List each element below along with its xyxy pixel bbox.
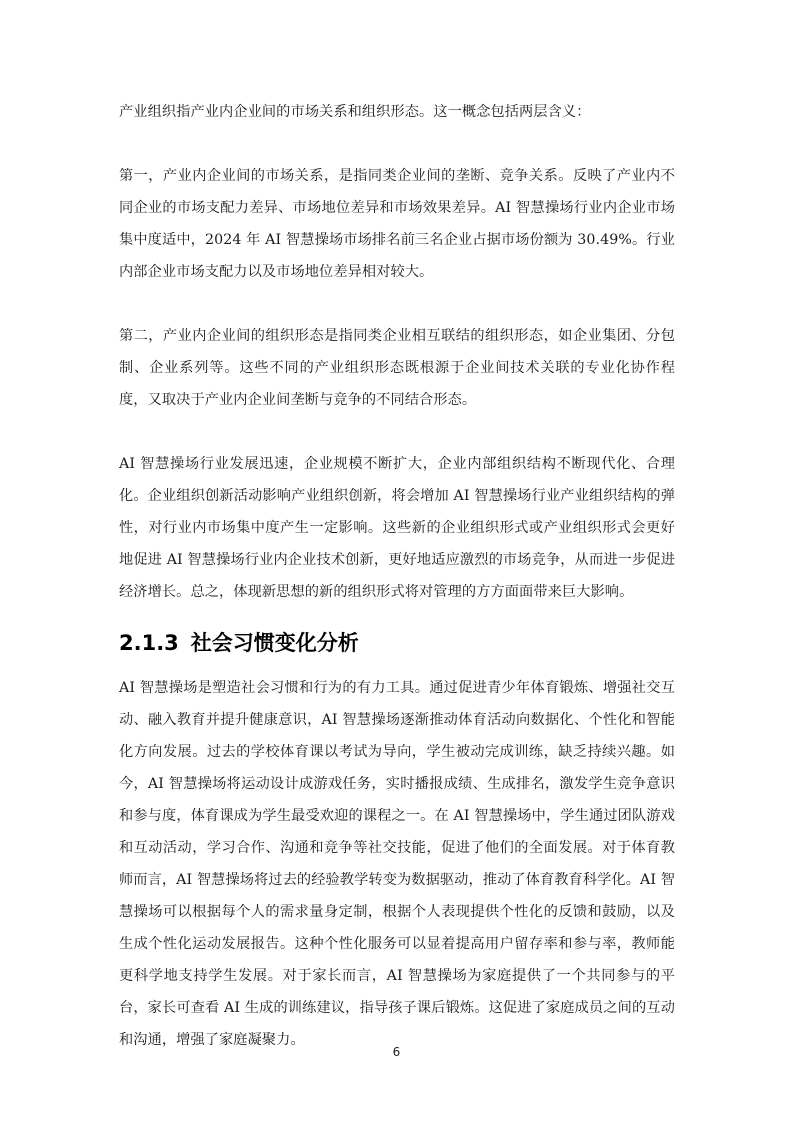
section-heading [119, 628, 675, 658]
page-number: 6 [392, 1045, 401, 1059]
document-page [119, 96, 675, 1056]
paragraph-industry-development: AI 智慧操场行业发展迅速，企业规模不断扩大，企业内部组织结构不断现代化、合理化。企业组织创新活动影响产业组织创新，将会增加 AI 智慧操场行业产业组织结构的弹性，对行业内市场集中度产生一定影响。这些新的企业组织形式或产业组织形式会更好地促进 AI 智慧操场行业内企业技术创新，更好地适应激烈的市场竞争，从而进一步促进经济增长。总之，体现新思想的新的组织形式将对管理的方方面面带来巨大影响。 [119, 456, 675, 600]
section-number: 2.1.3 [119, 631, 179, 655]
paragraph-market-relations: 第一，产业内企业间的市场关系，是指同类企业间的垄断、竞争关系。反映了产业内不同企业的市场支配力差异、市场地位差异和市场效果差异。AI 智慧操场行业内企业市场集中度适中，2024 年 AI 智慧操场市场排名前三名企业占据市场份额为 30.49%。行业内部企业市场支配力以及市场地位差异相对较大。 [119, 168, 675, 280]
intro-paragraph: 产业组织指产业内企业间的市场关系和组织形态。这一概念包括两层含义： [119, 104, 591, 120]
paragraph-organization-form: 第二，产业内企业间的组织形态是指同类企业相互联结的组织形态，如企业集团、分包制、企业系列等。这些不同的产业组织形态既根源于企业间技术关联的专业化协作程度，又取决于产业内企业间垄断与竞争的不同结合形态。 [119, 328, 675, 408]
section-title: 社会习惯变化分析 [190, 631, 359, 655]
section-body-paragraph: AI 智慧操场是塑造社会习惯和行为的有力工具。通过促进青少年体育锻炼、增强社交互动、融入教育并提升健康意识，AI 智慧操场逐渐推动体育活动向数据化、个性化和智能化方向发展。过去的学校体育课以考试为导向，学生被动完成训练，缺乏持续兴趣。如今，AI 智慧操场将运动设计成游戏任务，实时播报成绩、生成排名，激发学生竞争意识和参与度，体育课成为学生最受欢迎的课程之一。在 AI 智慧操场中，学生通过团队游戏和互动活动，学习合作、沟通和竞争等社交技能，促进了他们的全面发展。对于体育教师而言，AI 智慧操场将过去的经验教学转变为数据驱动，推动了体育教育科学化。AI 智慧操场可以根据每个人的需求量身定制，根据个人表现提供个性化的反馈和鼓励，以及生成个性化运动发展报告。这种个性化服务可以显着提高用户留存率和参与率，教师能更科学地支持学生发展。对于家长而言，AI 智慧操场为家庭提供了一个共同参与的平台，家长可查看 AI 生成的训练建议，指导孩子课后锻炼。这促进了家庭成员之间的互动和沟通，增强了家庭凝聚力。 [119, 680, 675, 1048]
